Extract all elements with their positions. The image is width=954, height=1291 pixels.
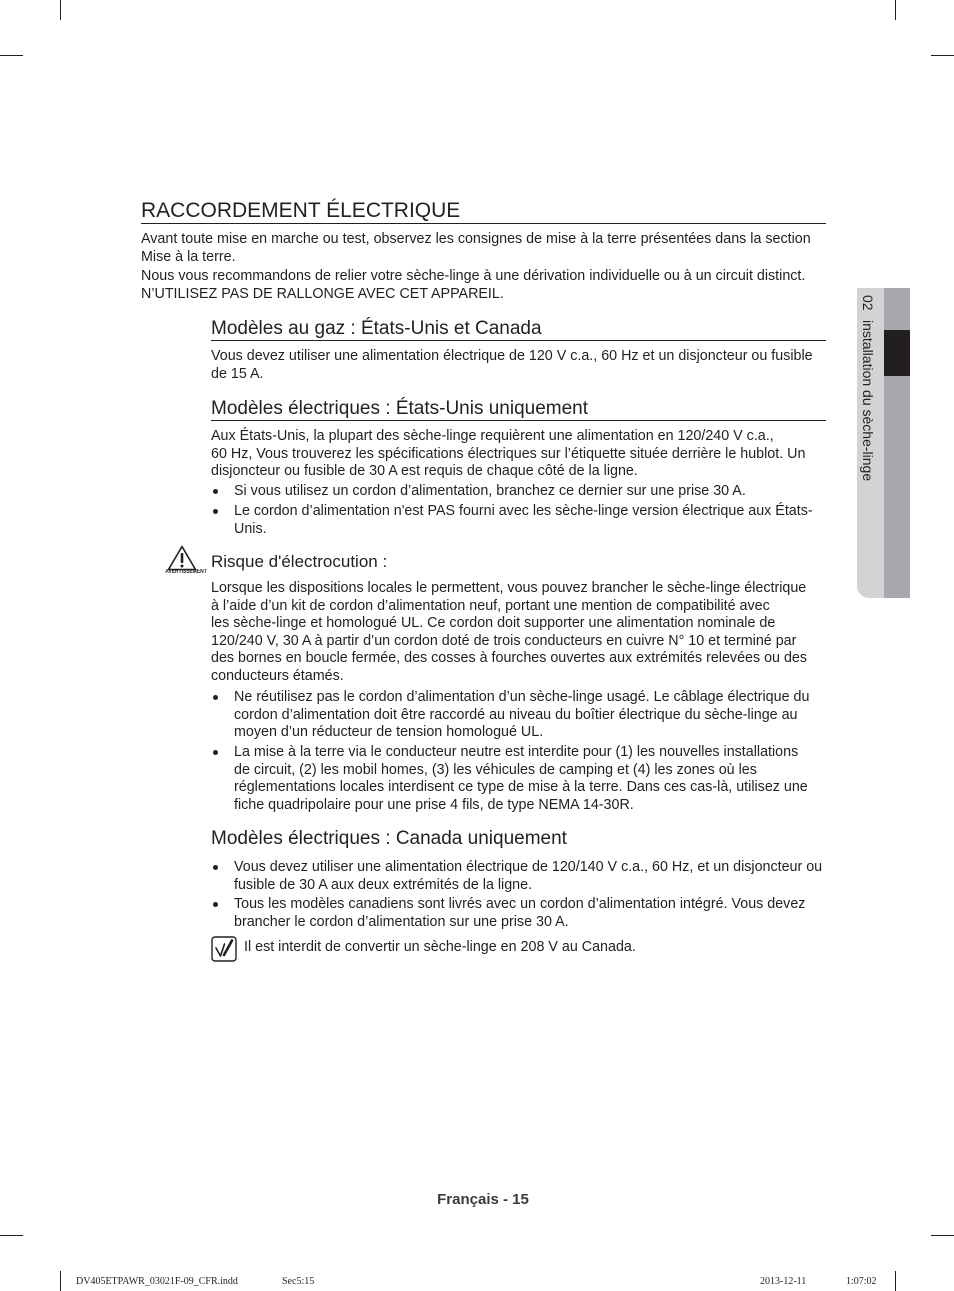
gas-models-paragraph bbox=[211, 348, 813, 383]
text-line: 60 Hz, Vous trouverez les spécifications électriques sur l’étiquette située derrière le hublot. Un bbox=[211, 445, 806, 462]
warning-heading: Risque d'électrocution : bbox=[211, 552, 388, 571]
text-line: conducteurs étamés. bbox=[211, 667, 344, 684]
crop-mark-top-left-vertical bbox=[60, 0, 61, 20]
text-line: à l’aide d’un kit de cordon d’alimentation neuf, portant une mention de compatibilité avec bbox=[211, 597, 770, 614]
text-line: Avant toute mise en marche ou test, observez les consignes de mise à la terre présentées dans la section bbox=[141, 231, 811, 247]
print-slug-section: Sec5:15 bbox=[282, 1276, 315, 1287]
bullet-item bbox=[211, 483, 746, 501]
electric-us-paragraph bbox=[211, 428, 805, 481]
text-line: de 15 A. bbox=[211, 365, 264, 382]
text-line: réglementations locales interdisent ce type de mise à la terre. Dans ces cas-là, utilisez une bbox=[234, 779, 808, 796]
text-line: Vous devez utiliser une alimentation électrique de 120/140 V c.a., 60 Hz, et un disjoncteur ou bbox=[234, 859, 823, 875]
warning-icon-label: AVERTISSEMENT bbox=[165, 569, 207, 575]
bullet-dot bbox=[213, 865, 218, 870]
text-line: Si vous utilisez un cordon d’alimentation, branchez ce dernier sur une prise 30 A. bbox=[234, 483, 746, 499]
text-line: disjoncteur ou fusible de 30 A est requis de chaque côté de la ligne. bbox=[211, 463, 638, 480]
bullet-dot bbox=[213, 695, 218, 700]
crop-mark-top-left-horizontal bbox=[0, 55, 23, 56]
text-line: fusible de 30 A aux deux extrémités de la ligne. bbox=[234, 876, 533, 893]
text-line: les sèche-linge et homologué UL. Ce cordon doit supporter une alimentation nominale de bbox=[211, 615, 776, 632]
note-paragraph bbox=[244, 939, 636, 957]
print-slug-date: 2013-12-11 bbox=[760, 1276, 807, 1287]
text-line: des bornes en boucle fermée, des cosses à fourches ouvertes aux extrémités relevées ou des bbox=[211, 650, 808, 667]
text-line: moyen d’un réducteur de tension homologué UL. bbox=[234, 724, 544, 741]
bullet-item bbox=[211, 503, 813, 538]
text-line: de circuit, (2) les mobil homes, (3) les véhicules de camping et (4) les zones où les bbox=[234, 761, 757, 778]
text-line: brancher le cordon d’alimentation sur une prise 30 A. bbox=[234, 913, 569, 930]
chapter-tab-label bbox=[860, 295, 876, 481]
bullet-dot bbox=[213, 489, 218, 494]
electric-canada-heading: Modèles électriques : Canada uniquement bbox=[211, 828, 567, 849]
print-slug-time: 1:07:02 bbox=[846, 1276, 877, 1287]
note-text: Il est interdit de convertir un sèche-linge en 208 V au Canada. bbox=[244, 939, 636, 955]
text-line: 120/240 V, 30 A à partir d’un cordon doté de trois conducteurs en cuivre N° 10 et terminé par bbox=[211, 632, 797, 649]
bullet-dot bbox=[213, 509, 218, 514]
intro-paragraph-2 bbox=[141, 268, 805, 303]
text-line: Vous devez utiliser une alimentation électrique de 120 V c.a., 60 Hz et un disjoncteur ou fusible bbox=[211, 348, 813, 364]
crop-mark-bottom-left-vertical bbox=[60, 1271, 61, 1291]
crop-mark-top-right-vertical bbox=[895, 0, 896, 20]
electric-us-heading: Modèles électriques : États-Unis uniquement bbox=[211, 398, 826, 421]
text-line: Lorsque les dispositions locales le permettent, vous pouvez brancher le sèche-linge électrique bbox=[211, 580, 807, 596]
chapter-number: 02 bbox=[860, 295, 876, 311]
chapter-title: installation du sèche-linge bbox=[860, 319, 876, 481]
crop-mark-top-right-horizontal bbox=[931, 55, 954, 56]
crop-mark-bottom-left-horizontal bbox=[0, 1235, 23, 1236]
section-title: RACCORDEMENT ÉLECTRIQUE bbox=[141, 198, 826, 224]
bullet-item bbox=[211, 896, 805, 931]
gas-models-heading: Modèles au gaz : États-Unis et Canada bbox=[211, 318, 826, 341]
text-line: Nous vous recommandons de relier votre sèche-linge à une dérivation individuelle ou à un circuit distinct. bbox=[141, 268, 806, 284]
bullet-item bbox=[211, 744, 808, 814]
page-number: Français - 15 bbox=[437, 1191, 529, 1208]
bullet-dot bbox=[213, 902, 218, 907]
text-line: Ne réutilisez pas le cordon d’alimentation d’un sèche-linge usagé. Le câblage électrique du bbox=[234, 689, 810, 705]
text-line: fiche quadripolaire pour une prise 4 fils, de type NEMA 14-30R. bbox=[234, 796, 634, 813]
text-line: La mise à la terre via le conducteur neutre est interdite pour (1) les nouvelles installations bbox=[234, 744, 799, 760]
warning-triangle-icon bbox=[167, 545, 197, 571]
text-line: cordon d’alimentation doit être raccordé au niveau du boîtier électrique du sèche-linge au bbox=[234, 706, 798, 723]
text-line: Tous les modèles canadiens sont livrés avec un cordon d’alimentation intégré. Vous devez bbox=[234, 896, 806, 912]
text-line: N’UTILISEZ PAS DE RALLONGE AVEC CET APPAREIL. bbox=[141, 285, 504, 302]
crop-mark-bottom-right-vertical bbox=[895, 1271, 896, 1291]
intro-paragraph-1 bbox=[141, 231, 811, 266]
text-line: Mise à la terre. bbox=[141, 248, 236, 265]
chapter-tab-marker bbox=[884, 330, 910, 376]
note-pencil-icon bbox=[211, 936, 237, 962]
text-line: Unis. bbox=[234, 520, 267, 537]
crop-mark-bottom-right-horizontal bbox=[931, 1235, 954, 1236]
bullet-item bbox=[211, 689, 809, 742]
bullet-dot bbox=[213, 750, 218, 755]
warning-paragraph bbox=[211, 580, 807, 686]
text-line: Aux États-Unis, la plupart des sèche-linge requièrent une alimentation en 120/240 V c.a., bbox=[211, 428, 774, 444]
print-slug-file: DV405ETPAWR_03021F-09_CFR.indd bbox=[76, 1276, 238, 1287]
bullet-item bbox=[211, 859, 822, 894]
text-line: Le cordon d’alimentation n'est PAS fourni avec les sèche-linge version électrique aux États- bbox=[234, 503, 813, 519]
